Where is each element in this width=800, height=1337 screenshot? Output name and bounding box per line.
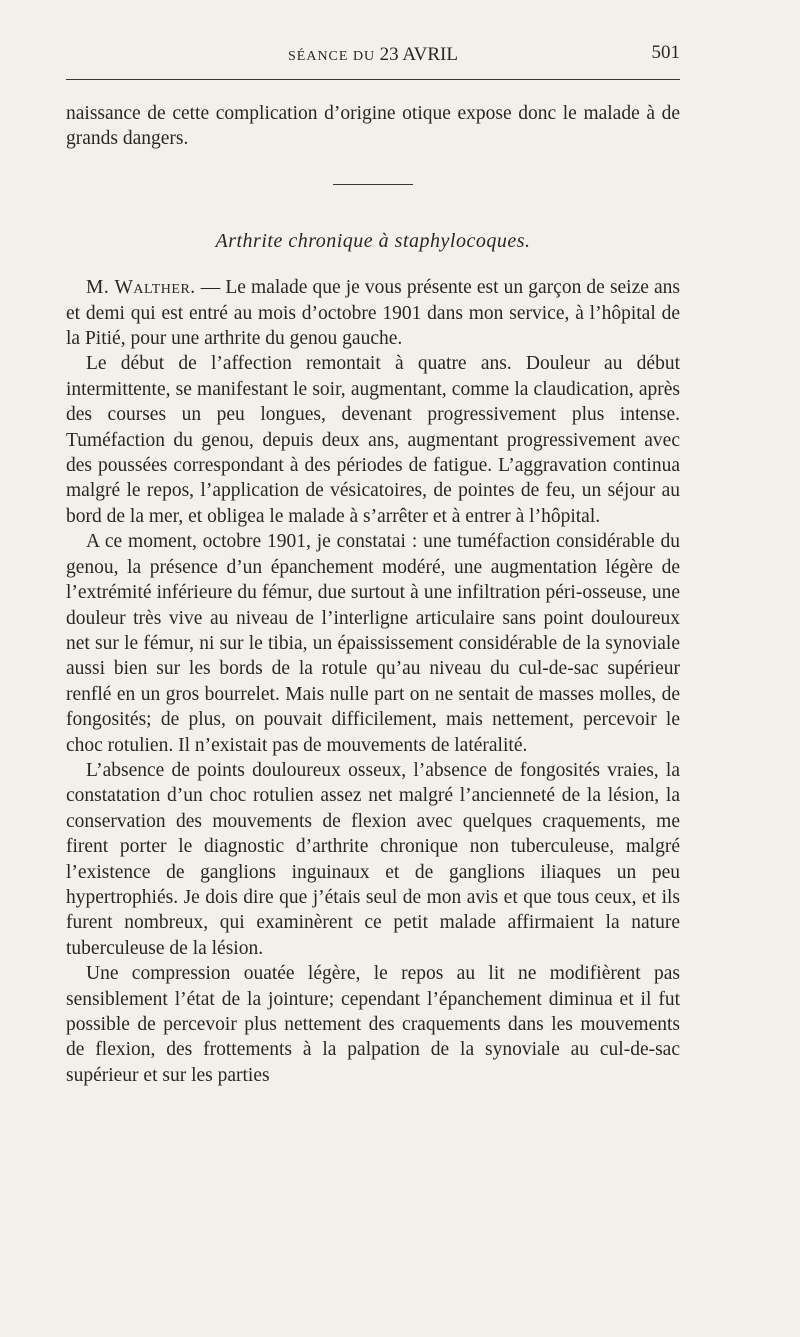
paragraph-3: A ce moment, octobre 1901, je constatai : une tuméfaction considérable du genou, la présence d’un épanchement modéré, une augmentation légère de l’extrémité inférieure du fémur, due surtout à une infiltration péri-osseuse, une douleur très vive au niveau de l’interligne articulaire sans point douloureux net sur le fémur, ni sur le tibia, un épaississement considérable de la synoviale aussi bien sur les bords de la rotule qu’au niveau du cul-de-sac supérieur renflé en un gros bourrelet. Mais nulle part on ne sentait de masses molles, de fongosités; de plus, on pouvait difficilement, mais nettement, percevoir le choc rotulien. Il n’existait pas de mouvements de latéralité. [66, 531, 680, 756]
section-separator-area [66, 152, 680, 211]
section-title: Arthrite chronique à staphylocoques. [215, 229, 531, 252]
running-head-title [66, 44, 680, 66]
page-number: 501 [651, 42, 680, 63]
paragraph-2: Le début de l’affection remontait à quatre ans. Douleur au début intermittente, se manifestant le soir, augmentant, comme la claudication, après des courses un peu longues, devenant progressivement plus intense. Tuméfaction du genou, depuis deux ans, augmentant progressivement avec des poussées correspondant à des périodes de fatigue. L’aggravation continua malgré le repos, l’application de vésicatoires, de pointes de feu, un séjour au bord de la mer, et obligea le malade à s’arrêter et à entrer à l’hôpital. [66, 353, 680, 527]
author-name: M. Walther. [86, 277, 196, 299]
session-label: SÉANCE DU [288, 49, 376, 64]
header-rule [66, 79, 680, 80]
session-date: 23 AVRIL [379, 44, 458, 65]
section-separator [333, 184, 413, 185]
body-text [66, 101, 680, 1088]
paragraph-1-text: — Le malade que je vous présente est un garçon de seize ans et demi qui est entré au mois d’octobre 1901 dans mon service, à l’hôpital de la Pitié, pour une arthrite du genou gauche. [66, 277, 681, 350]
paragraph-4: L’absence de points douloureux osseux, l’absence de fongosités vraies, la constatation d’un choc rotulien assez net malgré l’ancienneté de la lésion, la conservation des mouvements de flexion avec quelques craquements, me firent porter le diagnostic d’arthrite chronique non tuberculeuse, malgré l’existence de ganglions inguinaux et de ganglions iliaques un peu hypertrophiés. Je dois dire que j’étais seul de mon avis et que tous ceux, et ils furent nombreux, qui examinèrent ce petit malade affirmaient la nature tuberculeuse de la lésion. [66, 759, 680, 959]
paragraph-5: Une compression ouatée légère, le repos au lit ne modifièrent pas sensiblement l’état de la jointure; cependant l’épanchement diminua et il fut possible de percevoir plus nettement des craquements dans les mouvements de flexion, des frottements à la palpation de la synoviale au cul-de-sac supérieur et sur les parties [66, 963, 680, 1086]
paragraph-1 [66, 275, 680, 351]
opening-paragraph: naissance de cette complication d’origine otique expose donc le malade à de grands dangers. [66, 103, 680, 150]
running-head [66, 38, 680, 68]
